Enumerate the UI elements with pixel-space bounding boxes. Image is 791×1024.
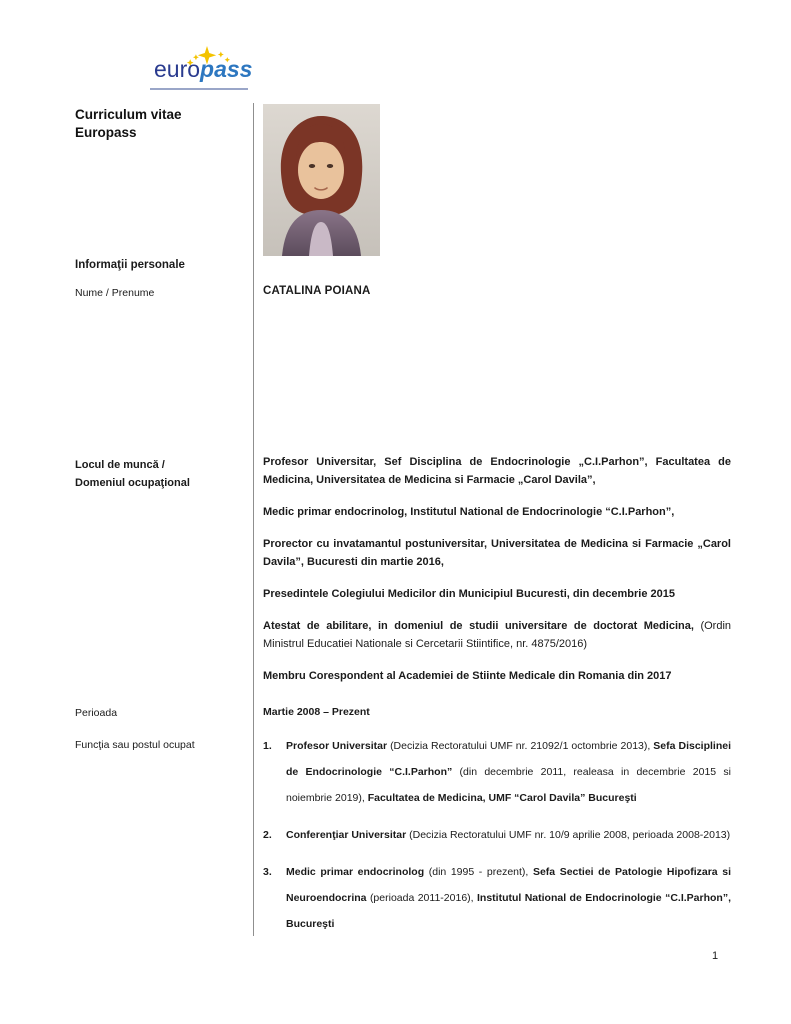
europass-logo: [150, 48, 254, 94]
label-locul-de-munca: [75, 456, 255, 492]
text-segment: Facultatea de Medicina, UMF “Carol Davila” Bucureşti: [367, 792, 637, 804]
text-segment: Profesor Universitar, Sef Disciplina de Endocrinologie „C.I.Parhon”, Facultatea de Medicina, Universitatea de Medicina si Farmacie „Carol Davila”,: [263, 456, 731, 486]
text-segment: Profesor Universitar: [286, 740, 391, 752]
occupation-paragraph: [263, 617, 731, 653]
text-segment: (perioada 2011-2016),: [369, 892, 477, 904]
text-segment: (Decizia Rectoratului UMF nr. 10/9 aprilie 2008, perioada 2008-2013): [409, 829, 731, 841]
value-nume-prenume: CATALINA POIANA: [263, 285, 371, 297]
portrait-photo: [263, 104, 380, 256]
position-item: [263, 733, 731, 811]
position-text: [286, 822, 731, 848]
text-segment: Conferenţiar Universitar: [286, 829, 410, 841]
text-segment: Prorector cu invatamantul postuniversitar, Universitatea de Medicina si Farmacie „Carol Davila”, Bucuresti din martie 2016,: [263, 538, 731, 568]
logo-text-pass: pass: [200, 56, 253, 82]
document-title-line1: Curriculum vitae: [75, 107, 182, 122]
text-segment: Institutul National de Endocrinologie “C.I.Parhon”, Bucureşti: [286, 892, 731, 930]
text-segment: (Ordin Ministrul Educatiei Nationale si Cercetarii Stiintifice, nr. 4875/2016): [263, 620, 731, 650]
logo-underline: [150, 88, 248, 90]
text-segment: Medic primar endocrinolog, Institutul National de Endocrinologie “C.I.Parhon”,: [263, 506, 675, 518]
label-nume-prenume: Nume / Prenume: [75, 287, 155, 299]
logo-text-euro: euro: [154, 56, 201, 82]
text-segment: Presedintele Colegiului Medicilor din Municipiul Bucuresti, din decembrie 2015: [263, 588, 675, 600]
text-segment: (din decembrie 2011, realeasa in decembrie 2015 si noiembrie 2019),: [286, 766, 731, 804]
document-title-line2: Europass: [75, 125, 137, 140]
label-informatii-personale: Informaţii personale: [75, 259, 185, 271]
document-title: [75, 106, 250, 142]
label-perioada: Perioada: [75, 707, 118, 719]
occupation-paragraphs: [263, 453, 731, 699]
occupation-paragraph: [263, 585, 731, 603]
positions-list: [263, 733, 731, 948]
position-number: 1.: [263, 740, 272, 752]
text-segment: Sefa Sectiei de Patologie Hipofizara si Neuroendocrina: [286, 866, 731, 904]
text-segment: (Decizia Rectoratului UMF nr. 21092/1 octombrie 2013),: [390, 740, 654, 752]
occupation-paragraph: [263, 535, 731, 571]
position-item: [263, 859, 731, 937]
text-segment: Sefa Disciplinei de Endocrinologie “C.I.Parhon”: [286, 740, 731, 778]
column-divider: [253, 103, 254, 936]
position-text: [286, 859, 731, 937]
page-number: 1: [712, 950, 719, 962]
value-perioada: Martie 2008 – Prezent: [263, 706, 370, 718]
logo-wordmark: [154, 56, 252, 82]
text-segment: Membru Corespondent al Academiei de Stiinte Medicale din Romania din 2017: [263, 670, 672, 682]
occupation-paragraph: [263, 667, 731, 685]
label-locul-line2: Domeniul ocupaţional: [75, 477, 190, 489]
occupation-paragraph: [263, 453, 731, 489]
position-number: 2.: [263, 829, 272, 841]
text-segment: (din 1995 - prezent),: [428, 866, 533, 878]
position-item: [263, 822, 731, 848]
text-segment: Medic primar endocrinolog: [286, 866, 429, 878]
position-text: [286, 733, 731, 811]
text-segment: Atestat de abilitare, in domeniul de studii universitare de doctorat Medicina,: [263, 620, 701, 632]
label-locul-line1: Locul de muncă /: [75, 459, 165, 471]
position-number: 3.: [263, 866, 272, 878]
occupation-paragraph: [263, 503, 731, 521]
label-functia-sau-postul-ocupat: Funcţia sau postul ocupat: [75, 739, 195, 751]
